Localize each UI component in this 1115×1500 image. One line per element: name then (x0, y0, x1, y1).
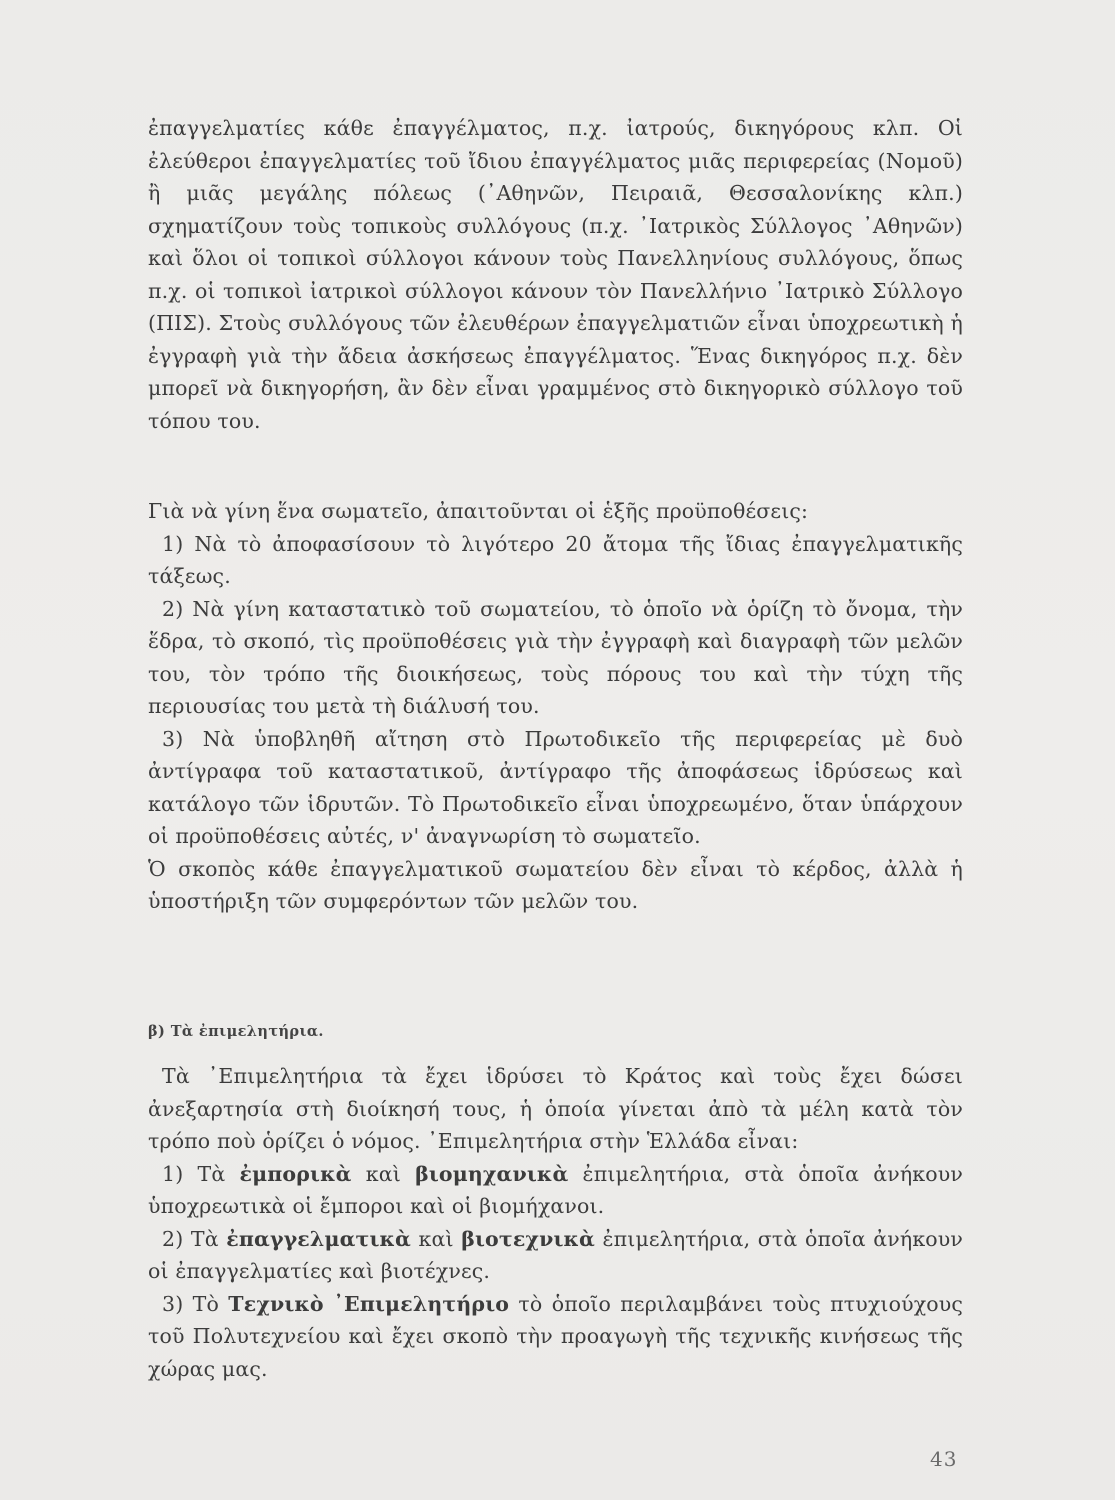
requirement-item-3: 3) Νὰ ὑποβληθῆ αἴτηση στὸ Πρωτοδικεῖο τῆς περιφερείας μὲ δυὸ ἀντίγραφα τοῦ καταστατικοῦ, ἀντίγραφο τῆς ἀποφάσεως ἱδρύσεως καὶ κατάλογο τῶν ἱδρυτῶν. Τὸ Πρωτοδικεῖο εἶναι ὑποχρεωμένο, ὅταν ὑπάρχουν οἱ προϋποθέσεις αὐτές, ν' ἀναγνωρίση τὸ σωματεῖο. (148, 726, 963, 848)
chamber-item-2: 2) Τὰ ἐπαγγελματικὰ καὶ βιοτεχνικὰ ἐπιμελητήρια, στὰ ὁποῖα ἀνήκουν οἱ ἐπαγγελματίες καὶ βιοτέχνες. (148, 1226, 963, 1283)
paragraph-association-purpose: Ὁ σκοπὸς κάθε ἐπαγγελματικοῦ σωματείου δὲν εἶναι τὸ κέρδος, ἀλλὰ ἡ ὑποστήριξη τῶν συμφερόντων τῶν μελῶν του. (148, 856, 963, 913)
chamber-item-3: 3) Τὸ Τεχνικὸ ᾿Επιμελητήριο τὸ ὁποῖο περιλαμβάνει τοὺς πτυχιούχους τοῦ Πολυτεχνείου καὶ ἔχει σκοπὸ τὴν προαγωγὴ τῆς τεχνικῆς κινήσεως τῆς χώρας μας. (148, 1291, 964, 1381)
paragraph-chambers-intro: Τὰ ᾿Επιμελητήρια τὰ ἔχει ἱδρύσει τὸ Κράτος καὶ τοὺς ἔχει δώσει ἀνεξαρτησία στὴ διοίκησή τους, ἡ ὁποία γίνεται ἀπὸ τὰ μέλη κατὰ τὸν τρόπο ποὺ ὁρίζει ὁ νόμος. ᾿Επιμελητήρια στὴν Ἑλλάδα εἶναι: (148, 1064, 963, 1153)
page-number: 43 (930, 1447, 958, 1471)
requirement-item-1: 1) Νὰ τὸ ἀποφασίσουν τὸ λιγότερο 20 ἄτομα τῆς ἴδιας ἐπαγγελματικῆς τάξεως. (148, 531, 963, 588)
requirement-item-2: 2) Νὰ γίνη καταστατικὸ τοῦ σωματείου, τὸ ὁποῖο νὰ ὁρίζη τὸ ὄνομα, τὴν ἕδρα, τὸ σκοπό, τὶς προϋποθέσεις γιὰ τὴν ἐγγραφὴ καὶ διαγραφὴ τῶν μελῶν του, τὸν τρόπο τῆς διοικήσεως, τοὺς πόρους του καὶ τὴν τύχη τῆς περιουσίας του μετὰ τὴ διάλυσή του. (148, 596, 963, 718)
text-block-association-requirements (148, 495, 963, 918)
section-heading-chambers: β) Τὰ ἐπιμελητήρια. (148, 1023, 324, 1040)
paragraph-professional-associations: ἐπαγγελματίες κάθε ἐπαγγέλματος, π.χ. ἰατρούς, δικηγόρους κλπ. Οἱ ἐλεύθεροι ἐπαγγελματίες τοῦ ἴδιου ἐπαγγέλματος μιᾶς περιφερείας (Νομοῦ) ἢ μιᾶς μεγάλης πόλεως (᾿Αθηνῶν, Πειραιᾶ, Θεσσαλονίκης κλπ.) σχηματίζουν τοὺς τοπικοὺς συλλόγους (π.χ. ᾿Ιατρικὸς Σύλλογος ᾿Αθηνῶν) καὶ ὅλοι οἱ τοπικοὶ σύλλογοι κάνουν τοὺς Πανελληνίους συλλόγους, ὅπως π.χ. οἱ τοπικοὶ ἰατρικοὶ σύλλογοι κάνουν τὸν Πανελλήνιο ᾿Ιατρικὸ Σύλλογο (ΠΙΣ). Στοὺς συλλόγους τῶν ἐλευθέρων ἐπαγγελματιῶν εἶναι ὑποχρεωτικὴ ἡ ἐγγραφὴ γιὰ τὴν ἄδεια ἀσκήσεως ἐπαγγέλματος. Ἕνας δικηγόρος π.χ. δὲν μπορεῖ νὰ δικηγορήση, ἂν δὲν εἶναι γραμμένος στὸ δικηγορικὸ σύλλογο τοῦ τόπου του. (148, 116, 963, 433)
paragraph-requirements-intro: Γιὰ νὰ γίνη ἕνα σωματεῖο, ἀπαιτοῦνται οἱ ἑξῆς προϋποθέσεις: (148, 499, 809, 523)
chamber-item-1: 1) Τὰ ἐμπορικὰ καὶ βιομηχανικὰ ἐπιμελητήρια, στὰ ὁποῖα ἀνήκουν ὑποχρεωτικὰ οἱ ἔμποροι καὶ οἱ βιομήχανοι. (148, 1161, 963, 1218)
text-block-top (148, 112, 963, 437)
text-block-chambers (148, 1060, 963, 1385)
